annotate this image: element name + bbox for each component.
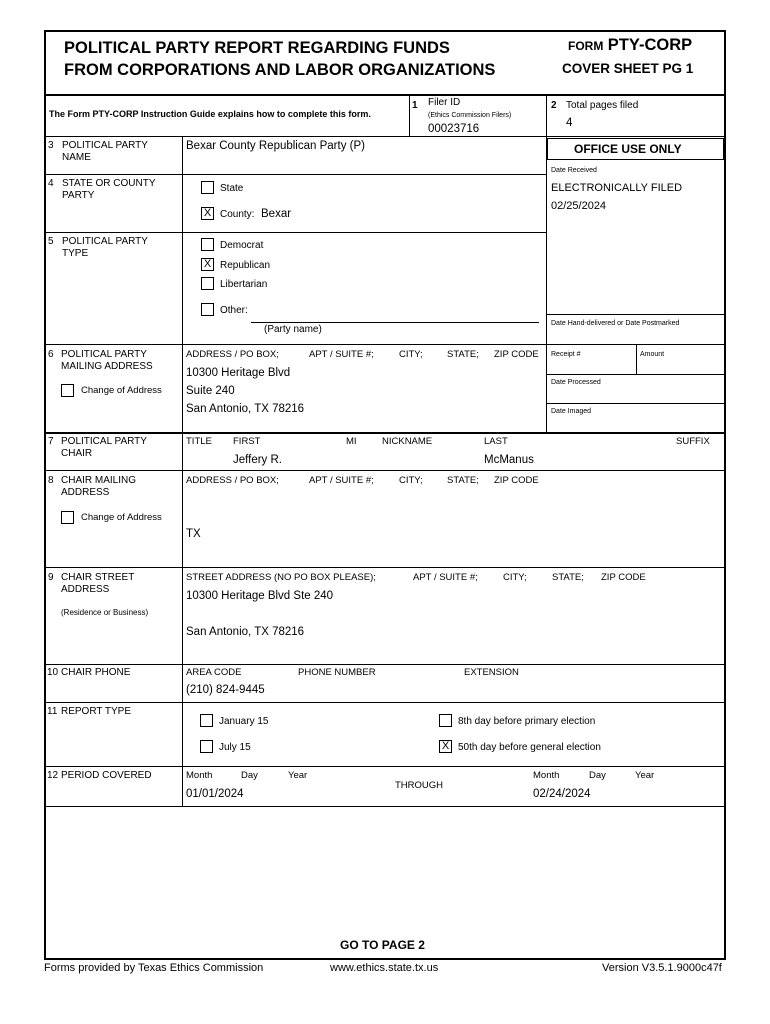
chair-mailing-num: 8 — [48, 475, 54, 486]
chair-mailing-col-city: CITY; — [399, 475, 423, 486]
office-rule-processed — [546, 374, 726, 375]
chair-mailing-line-1: TX — [186, 528, 201, 540]
state-county-num: 4 — [48, 178, 54, 189]
row-rule-12 — [44, 806, 726, 807]
mailing-col-zip: ZIP CODE — [494, 349, 539, 360]
period-to-day: Day — [589, 770, 606, 781]
mailing-col-apt: APT / SUITE #; — [309, 349, 374, 360]
general-label: 50th day before general election — [458, 742, 601, 753]
state-checkbox[interactable] — [201, 181, 214, 194]
row-rule-3 — [44, 174, 546, 175]
democrat-checkbox[interactable] — [201, 238, 214, 251]
mailing-label-1: POLITICAL PARTY — [61, 349, 147, 360]
footer-url[interactable]: www.ethics.state.tx.us — [330, 962, 439, 974]
democrat-label: Democrat — [220, 240, 264, 251]
chair-phone-value: (210) 824-9445 — [186, 684, 265, 696]
amount-label: Amount — [640, 351, 665, 358]
party-type-label-1: POLITICAL PARTY — [62, 236, 148, 247]
total-pages-value: 4 — [566, 117, 573, 129]
form-word: FORM — [568, 39, 604, 53]
chair-mailing-col-address: ADDRESS / PO BOX; — [186, 475, 279, 486]
general-checkbox[interactable]: X — [439, 740, 452, 753]
chair-street-label-2: ADDRESS — [61, 584, 110, 595]
chair-street-col-zip: ZIP CODE — [601, 572, 646, 583]
mailing-label-2: MAILING ADDRESS — [61, 361, 153, 372]
period-label: PERIOD COVERED — [61, 770, 152, 781]
chair-mailing-change-label: Change of Address — [81, 512, 162, 523]
party-name-value: Bexar County Republican Party (P) — [186, 140, 365, 152]
chair-street-col-address: STREET ADDRESS (NO PO BOX PLEASE); — [186, 572, 376, 583]
report-type-num: 11 — [47, 706, 58, 717]
chair-street-label-1: CHAIR STREET — [61, 572, 135, 583]
period-from-year: Year — [288, 770, 308, 781]
chair-col-mi: MI — [346, 436, 357, 447]
chair-mailing-col-apt: APT / SUITE #; — [309, 475, 374, 486]
mailing-col-city: CITY; — [399, 349, 423, 360]
libertarian-label: Libertarian — [220, 279, 268, 290]
libertarian-checkbox[interactable] — [201, 277, 214, 290]
chair-street-line-1: 10300 Heritage Blvd Ste 240 — [186, 590, 334, 602]
mailing-line-2: Suite 240 — [186, 385, 235, 397]
chair-mailing-label-1: CHAIR MAILING — [61, 475, 137, 486]
footer-provider: Forms provided by Texas Ethics Commission — [44, 962, 264, 974]
republican-label: Republican — [220, 260, 271, 271]
state-county-label-2: PARTY — [62, 190, 95, 201]
republican-checkbox[interactable]: X — [201, 258, 214, 271]
chair-last-value: McManus — [484, 454, 534, 466]
row-rule-8 — [44, 567, 726, 568]
party-name-label-2: NAME — [62, 152, 91, 163]
form-title-line2: FROM CORPORATIONS AND LABOR ORGANIZATIONS — [64, 61, 496, 79]
chair-phone-col-ext: EXTENSION — [464, 667, 519, 678]
chair-phone-col-number: PHONE NUMBER — [298, 667, 376, 678]
go-to-page-2: GO TO PAGE 2 — [340, 938, 425, 952]
office-rule-imaged — [546, 403, 726, 404]
instructions-text: The Form PTY-CORP Instruction Guide explains how to complete this form. — [49, 109, 371, 119]
other-label: Other: — [220, 305, 248, 316]
form-code — [568, 36, 692, 55]
chair-num: 7 — [48, 436, 54, 447]
jan15-checkbox[interactable] — [200, 714, 213, 727]
row-rule-1 — [44, 136, 726, 137]
chair-street-label-3: (Residence or Business) — [61, 608, 149, 617]
chair-mailing-col-zip: ZIP CODE — [494, 475, 539, 486]
jul15-label: July 15 — [219, 742, 251, 753]
period-from-day: Day — [241, 770, 258, 781]
header-rule — [44, 94, 726, 96]
report-type-label: REPORT TYPE — [61, 706, 132, 717]
state-county-label-1: STATE OR COUNTY — [62, 178, 156, 189]
chair-col-title: TITLE — [186, 436, 212, 447]
total-pages-num: 2 — [551, 100, 557, 111]
party-name-num: 3 — [48, 140, 54, 151]
row-rule-11 — [44, 766, 726, 767]
period-to-value: 02/24/2024 — [533, 788, 591, 800]
chair-phone-col-area: AREA CODE — [186, 667, 242, 678]
chair-street-col-apt: APT / SUITE #; — [413, 572, 478, 583]
chair-street-col-city: CITY; — [503, 572, 527, 583]
jan15-label: January 15 — [219, 716, 269, 727]
instructions-rule — [409, 94, 410, 136]
form-title-line1: POLITICAL PARTY REPORT REGARDING FUNDS — [64, 39, 450, 57]
chair-street-num: 9 — [48, 572, 54, 583]
period-from-value: 01/01/2024 — [186, 788, 244, 800]
office-rule-hand — [546, 314, 726, 315]
mailing-line-3: San Antonio, TX 78216 — [186, 403, 305, 415]
chair-mailing-col-state: STATE; — [447, 475, 479, 486]
filer-id-label: Filer ID — [428, 97, 461, 108]
chair-phone-num: 10 — [47, 667, 59, 678]
row-rule-7 — [44, 470, 726, 471]
filer-id-rule — [546, 94, 547, 136]
row-rule-9 — [44, 664, 726, 665]
office-status: ELECTRONICALLY FILED — [551, 182, 683, 194]
period-to-month: Month — [533, 770, 560, 781]
primary-checkbox[interactable] — [439, 714, 452, 727]
other-party-name-line — [251, 322, 539, 323]
chair-first-value: Jeffery R. — [233, 454, 282, 466]
county-value: Bexar — [261, 208, 292, 220]
row-rule-4 — [44, 232, 546, 233]
footer-version: Version V3.5.1.9000c47f — [602, 962, 722, 974]
party-name-caption: (Party name) — [264, 324, 322, 335]
receipt-label: Receipt # — [551, 351, 581, 358]
filer-id-value: 00023716 — [428, 123, 480, 135]
party-name-label-1: POLITICAL PARTY — [62, 140, 148, 151]
mailing-change-checkbox[interactable] — [61, 384, 74, 397]
mailing-col-state: STATE; — [447, 349, 479, 360]
chair-col-last: LAST — [484, 436, 508, 447]
chair-street-line-2: San Antonio, TX 78216 — [186, 626, 305, 638]
left-column-rule — [182, 136, 183, 806]
jul15-checkbox[interactable] — [200, 740, 213, 753]
mailing-line-1: 10300 Heritage Blvd — [186, 367, 291, 379]
form-code-value: PTY-CORP — [607, 36, 693, 54]
total-pages-label: Total pages filed — [566, 100, 639, 111]
filer-id-sublabel: (Ethics Commission Filers) — [428, 112, 512, 119]
hand-delivered-label: Date Hand-delivered or Date Postmarked — [551, 320, 680, 327]
date-imaged-label: Date Imaged — [551, 408, 592, 415]
date-processed-label: Date Processed — [551, 379, 601, 386]
filer-id-num: 1 — [412, 100, 418, 111]
chair-col-nickname: NICKNAME — [382, 436, 433, 447]
period-num: 12 — [47, 770, 59, 781]
state-checkbox-label: State — [220, 183, 244, 194]
date-received-value: 02/25/2024 — [551, 200, 607, 212]
county-checkbox[interactable]: X — [201, 207, 214, 220]
party-type-num: 5 — [48, 236, 54, 247]
chair-label-2: CHAIR — [61, 448, 93, 459]
mailing-change-label: Change of Address — [81, 385, 162, 396]
chair-col-suffix: SUFFIX — [676, 436, 710, 447]
form-outer-border — [44, 30, 726, 960]
chair-col-first: FIRST — [233, 436, 261, 447]
row-rule-6 — [44, 432, 726, 434]
chair-street-col-state: STATE; — [552, 572, 584, 583]
row-rule-10 — [44, 702, 726, 703]
chair-mailing-label-2: ADDRESS — [61, 487, 110, 498]
chair-label-1: POLITICAL PARTY — [61, 436, 147, 447]
primary-label: 8th day before primary election — [458, 716, 596, 727]
row-rule-5 — [44, 344, 726, 345]
period-to-year: Year — [635, 770, 655, 781]
mailing-col-address: ADDRESS / PO BOX; — [186, 349, 279, 360]
date-received-label: Date Received — [551, 167, 597, 174]
office-left-rule — [546, 136, 547, 432]
chair-phone-label: CHAIR PHONE — [61, 667, 131, 678]
county-checkbox-label: County: — [220, 209, 255, 220]
office-use-title: OFFICE USE ONLY — [574, 142, 682, 156]
mailing-num: 6 — [48, 349, 54, 360]
receipt-amount-rule — [636, 344, 637, 374]
period-through: THROUGH — [395, 780, 444, 791]
period-from-month: Month — [186, 770, 213, 781]
cover-sheet-label: COVER SHEET PG 1 — [562, 61, 694, 76]
other-checkbox[interactable] — [201, 303, 214, 316]
chair-mailing-change-checkbox[interactable] — [61, 511, 74, 524]
party-type-label-2: TYPE — [62, 248, 89, 259]
